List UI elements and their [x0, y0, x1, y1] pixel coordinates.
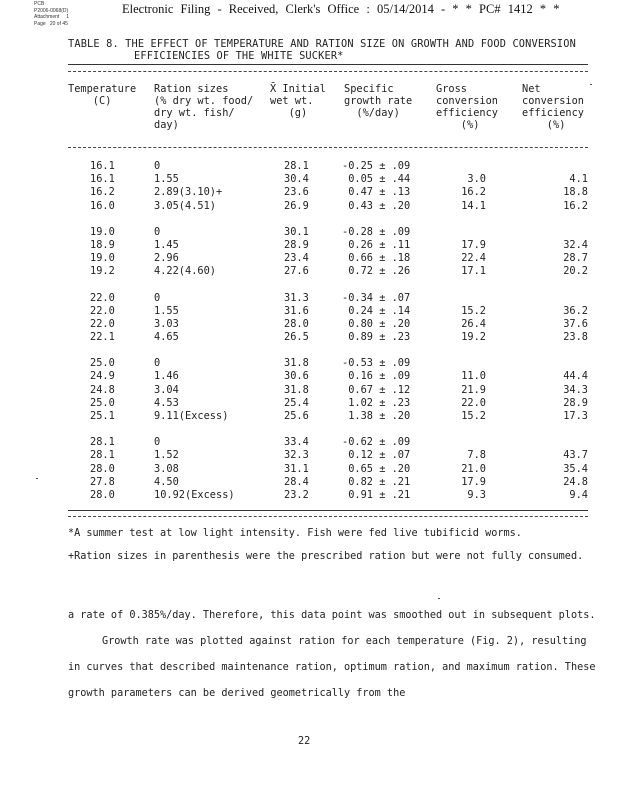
cell-gross-eff: 19.2 [461, 331, 486, 344]
table-group [68, 436, 593, 502]
table-title-line2: EFFICIENCIES OF THE WHITE SUCKER* [134, 50, 344, 62]
cell-ration: 9.11(Excess) [154, 410, 229, 422]
cell-growth-rate: 0.43 ± .20 [342, 199, 411, 212]
table-row [68, 476, 593, 489]
cell-temperature: 25.0 [90, 396, 115, 409]
table-group [68, 292, 593, 345]
cell-temperature: 24.8 [90, 383, 115, 396]
cell-net-eff: 23.8 [563, 331, 588, 344]
cell-net-eff: 17.3 [563, 410, 588, 422]
col-header-gross-eff: Gross conversion efficiency (%) [436, 83, 498, 131]
cell-ration: 1.55 [154, 304, 179, 317]
scan-speck [36, 478, 38, 479]
cell-gross-eff: 15.2 [461, 410, 486, 422]
cell-temperature: 22.0 [90, 291, 115, 304]
cell-gross-eff: 22.4 [461, 252, 486, 265]
stamp-line: Page 20 of 45 [34, 20, 68, 27]
cell-growth-rate: 0.47 ± .13 [342, 186, 411, 199]
footnote-summer-test: *A summer test at low light intensity. Fish were fed live tubificid worms. [68, 528, 522, 539]
cell-growth-rate: 1.38 ± .20 [342, 410, 411, 422]
cell-temperature: 28.1 [90, 436, 115, 449]
cell-gross-eff: 9.3 [467, 488, 486, 501]
cell-initial-wt: 23.6 [284, 186, 309, 199]
cell-initial-wt: 28.0 [284, 317, 309, 330]
table-row [68, 463, 593, 476]
cell-ration: 10.92(Excess) [154, 488, 235, 501]
table-row [68, 384, 593, 397]
cell-net-eff: 9.4 [569, 488, 588, 501]
cell-growth-rate: 0.16 ± .09 [342, 370, 411, 383]
title-rule [68, 64, 588, 65]
cell-ration: 0 [154, 291, 161, 304]
cell-net-eff: 34.3 [563, 383, 588, 396]
cell-net-eff: 20.2 [563, 265, 588, 278]
cell-temperature: 16.1 [90, 160, 115, 172]
cell-temperature: 19.0 [90, 252, 115, 265]
cell-net-eff: 4.1 [569, 173, 588, 186]
cell-initial-wt: 30.6 [284, 370, 309, 383]
cell-gross-eff: 21.0 [461, 462, 486, 475]
cell-growth-rate: -0.28 ± .09 [342, 225, 411, 238]
cell-growth-rate: 0.65 ± .20 [342, 462, 411, 475]
footnote-ration-sizes: +Ration sizes in parenthesis were the prescribed ration but were not fully consumed. [68, 551, 584, 562]
cell-initial-wt: 31.3 [284, 291, 309, 304]
cell-growth-rate: -0.25 ± .09 [342, 160, 411, 172]
cell-gross-eff: 26.4 [461, 317, 486, 330]
cell-growth-rate: -0.34 ± .07 [342, 291, 411, 304]
cell-initial-wt: 31.8 [284, 383, 309, 396]
cell-temperature: 22.0 [90, 317, 115, 330]
table-row [68, 318, 593, 331]
cell-ration: 4.65 [154, 331, 179, 344]
filing-text: Electronic Filing - Received, Clerk's Office : 05/14/2014 - * * PC# 1412 * * [122, 2, 560, 16]
cell-growth-rate: 0.05 ± .44 [342, 173, 411, 186]
table-row [68, 449, 593, 462]
cell-initial-wt: 30.1 [284, 225, 309, 238]
col-header-net-eff: Net conversion efficiency (%) [522, 83, 584, 131]
cell-initial-wt: 28.4 [284, 475, 309, 488]
table-row [68, 357, 593, 370]
cell-initial-wt: 28.9 [284, 238, 309, 251]
col-header-temperature: Temperature (C) [68, 83, 137, 107]
table-row [68, 200, 593, 213]
col-header-ration: Ration sizes (% dry wt. food/ dry wt. fish/ day) [154, 83, 254, 131]
cell-temperature: 27.8 [90, 475, 115, 488]
cell-temperature: 25.0 [90, 357, 115, 370]
cell-initial-wt: 23.4 [284, 252, 309, 265]
cell-ration: 4.50 [154, 475, 179, 488]
cell-ration: 3.08 [154, 462, 179, 475]
table-row [68, 292, 593, 305]
cell-temperature: 19.0 [90, 225, 115, 238]
header-rule [68, 147, 588, 148]
scan-speck [438, 598, 440, 599]
cell-initial-wt: 26.5 [284, 331, 309, 344]
cell-ration: 3.03 [154, 317, 179, 330]
cell-growth-rate: 0.26 ± .11 [342, 238, 411, 251]
table-group [68, 160, 593, 213]
col-header-growth-rate: Specific growth rate (%/day) [344, 83, 413, 119]
table-row [68, 160, 593, 173]
cell-initial-wt: 25.4 [284, 396, 309, 409]
cell-ration: 4.22(4.60) [154, 265, 216, 278]
table-row [68, 410, 593, 423]
table-row [68, 239, 593, 252]
cell-temperature: 16.1 [90, 173, 115, 186]
cell-ration: 2.96 [154, 252, 179, 265]
cell-net-eff: 37.6 [563, 317, 588, 330]
table-row [68, 489, 593, 502]
body-paragraph-2: Growth rate was plotted against ration for each temperature (Fig. 2), resulting in curves that described maintenance ration, optimum ration, and maximum ration. These growth parameters can be derived geometrically from the [68, 636, 596, 699]
title-rule-dashed [68, 71, 588, 72]
cell-growth-rate: 0.12 ± .07 [342, 449, 411, 462]
cell-gross-eff: 17.9 [461, 238, 486, 251]
cell-growth-rate: 1.02 ± .23 [342, 396, 411, 409]
cell-initial-wt: 31.6 [284, 304, 309, 317]
cell-ration: 4.53 [154, 396, 179, 409]
cell-net-eff: 44.4 [563, 370, 588, 383]
cell-growth-rate: 0.72 ± .26 [342, 265, 411, 278]
cell-growth-rate: -0.62 ± .09 [342, 436, 411, 449]
cell-temperature: 16.2 [90, 186, 115, 199]
table-row [68, 226, 593, 239]
cell-ration: 0 [154, 436, 161, 449]
cell-gross-eff: 15.2 [461, 304, 486, 317]
cell-growth-rate: 0.82 ± .21 [342, 475, 411, 488]
table-title [68, 38, 593, 62]
cell-temperature: 22.1 [90, 331, 115, 344]
cell-temperature: 19.2 [90, 265, 115, 278]
table-row [68, 265, 593, 278]
table-group [68, 357, 593, 423]
cell-net-eff: 36.2 [563, 304, 588, 317]
cell-temperature: 28.0 [90, 462, 115, 475]
cell-initial-wt: 28.1 [284, 160, 309, 172]
page-number: 22 [298, 736, 311, 747]
cell-gross-eff: 17.9 [461, 475, 486, 488]
cell-growth-rate: 0.80 ± .20 [342, 317, 411, 330]
cell-temperature: 16.0 [90, 199, 115, 212]
filing-stamp [34, 1, 69, 27]
cell-ration: 3.04 [154, 383, 179, 396]
cell-gross-eff: 17.1 [461, 265, 486, 278]
cell-ration: 1.46 [154, 370, 179, 383]
cell-ration: 1.45 [154, 238, 179, 251]
table-row [68, 436, 593, 449]
cell-temperature: 18.9 [90, 238, 115, 251]
table-row [68, 331, 593, 344]
cell-initial-wt: 25.6 [284, 410, 309, 422]
cell-ration: 3.05(4.51) [154, 199, 216, 212]
cell-gross-eff: 14.1 [461, 199, 486, 212]
cell-growth-rate: 0.91 ± .21 [342, 488, 411, 501]
cell-temperature: 24.9 [90, 370, 115, 383]
body-paragraph-1: a rate of 0.385%/day. Therefore, this data point was smoothed out in subsequent plots. [68, 610, 596, 621]
cell-initial-wt: 27.6 [284, 265, 309, 278]
filing-header [0, 0, 618, 34]
cell-initial-wt: 33.4 [284, 436, 309, 449]
col-header-initial-wt: X̄ Initial wet wt. (g) [270, 83, 326, 119]
cell-net-eff: 28.9 [563, 396, 588, 409]
cell-growth-rate: 0.67 ± .12 [342, 383, 411, 396]
table-bottom-rule-dashed [68, 516, 588, 517]
cell-initial-wt: 26.9 [284, 199, 309, 212]
cell-initial-wt: 31.1 [284, 462, 309, 475]
table-title-line1: TABLE 8. THE EFFECT OF TEMPERATURE AND RATION SIZE ON GROWTH AND FOOD CONVERSION [68, 38, 576, 50]
scan-speck [590, 84, 592, 85]
cell-gross-eff: 3.0 [467, 173, 486, 186]
cell-ration: 0 [154, 225, 161, 238]
cell-net-eff: 35.4 [563, 462, 588, 475]
cell-temperature: 28.1 [90, 449, 115, 462]
table-row [68, 397, 593, 410]
stamp-line: P2006-0068(D) [34, 7, 69, 14]
cell-ration: 1.55 [154, 173, 179, 186]
stamp-line: Attachment 1 [34, 14, 70, 20]
table-group [68, 226, 593, 279]
stamp-line: PCB [34, 1, 45, 7]
cell-temperature: 25.1 [90, 410, 115, 422]
cell-growth-rate: 0.24 ± .14 [342, 304, 411, 317]
table-body [68, 160, 593, 515]
table-row [68, 305, 593, 318]
cell-initial-wt: 23.2 [284, 488, 309, 501]
cell-net-eff: 24.8 [563, 475, 588, 488]
table-bottom-rule [68, 510, 588, 511]
cell-ration: 2.89(3.10)+ [154, 186, 223, 199]
cell-gross-eff: 7.8 [467, 449, 486, 462]
cell-ration: 0 [154, 357, 161, 370]
cell-net-eff: 18.8 [563, 186, 588, 199]
cell-ration: 0 [154, 160, 161, 172]
cell-initial-wt: 31.8 [284, 357, 309, 370]
cell-growth-rate: -0.53 ± .09 [342, 357, 411, 370]
footnotes [68, 527, 598, 573]
table-row [68, 370, 593, 383]
cell-growth-rate: 0.89 ± .23 [342, 331, 411, 344]
table-row [68, 252, 593, 265]
cell-gross-eff: 16.2 [461, 186, 486, 199]
cell-ration: 1.52 [154, 449, 179, 462]
cell-initial-wt: 32.3 [284, 449, 309, 462]
cell-net-eff: 32.4 [563, 238, 588, 251]
cell-temperature: 28.0 [90, 488, 115, 501]
cell-growth-rate: 0.66 ± .18 [342, 252, 411, 265]
table-row [68, 173, 593, 186]
cell-gross-eff: 11.0 [461, 370, 486, 383]
table-row [68, 186, 593, 199]
cell-initial-wt: 30.4 [284, 173, 309, 186]
cell-gross-eff: 22.0 [461, 396, 486, 409]
cell-temperature: 22.0 [90, 304, 115, 317]
cell-gross-eff: 21.9 [461, 383, 486, 396]
body-text [68, 603, 598, 707]
cell-net-eff: 43.7 [563, 449, 588, 462]
cell-net-eff: 16.2 [563, 199, 588, 212]
cell-net-eff: 28.7 [563, 252, 588, 265]
